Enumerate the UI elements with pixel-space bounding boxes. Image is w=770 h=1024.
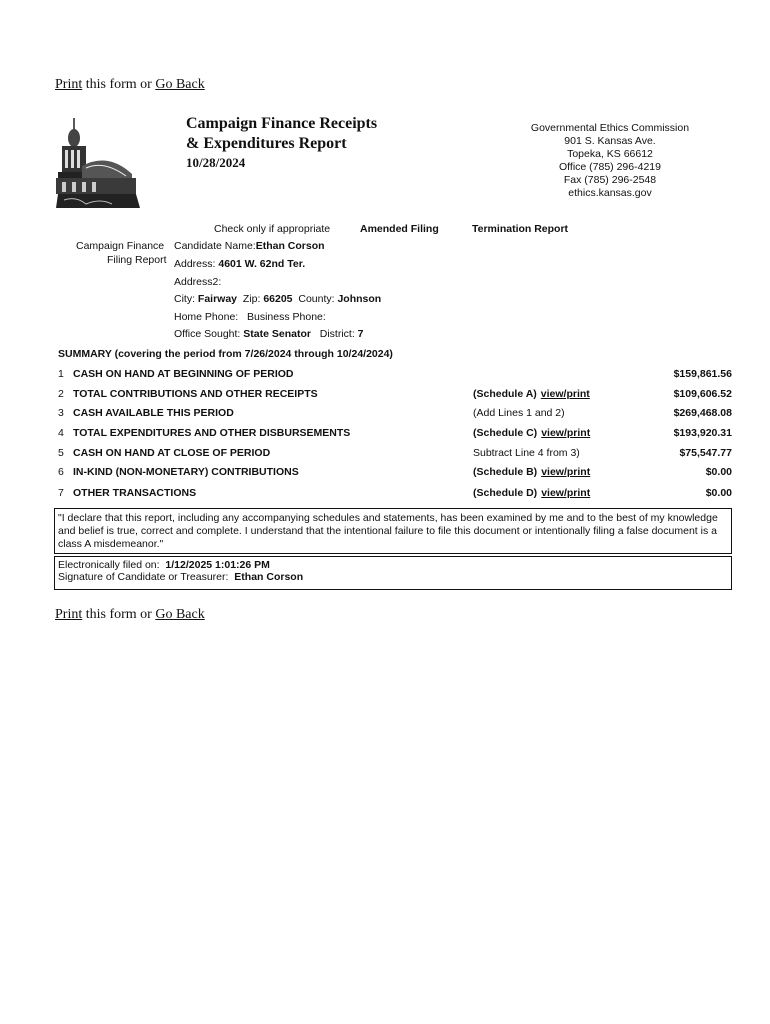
check-label: Check only if appropriate xyxy=(214,223,331,235)
go-back-link[interactable]: Go Back xyxy=(155,77,205,92)
commission-office-phone: Office (785) 296-4219 xyxy=(559,161,661,173)
row-description: TOTAL EXPENDITURES AND OTHER DISBURSEMENTS xyxy=(73,427,351,439)
row-description: CASH ON HAND AT CLOSE OF PERIOD xyxy=(73,447,271,459)
row-schedule xyxy=(473,407,565,419)
office-row xyxy=(174,328,364,340)
schedule-label: (Add Lines 1 and 2) xyxy=(473,407,565,419)
signer-label: Signature of Candidate or Treasurer: xyxy=(58,571,229,583)
summary-row xyxy=(58,447,732,465)
row-description: CASH AVAILABLE THIS PERIOD xyxy=(73,407,234,419)
row-amount: $75,547.77 xyxy=(679,447,732,459)
report-title-line1: Campaign Finance Receipts xyxy=(186,115,378,132)
signer-row xyxy=(58,571,728,583)
row-number: 6 xyxy=(58,466,64,478)
row-amount: $269,468.08 xyxy=(673,407,732,419)
summary-row xyxy=(58,487,732,505)
capitol-seal-icon xyxy=(56,116,140,212)
row-amount: $159,861.56 xyxy=(673,368,732,380)
view-print-link[interactable]: view/print xyxy=(541,466,591,478)
row-number: 7 xyxy=(58,487,64,499)
declaration-text: "I declare that this report, including any accompanying schedules and statements, has been examined by me and to the best of my knowledge and belief is true, correct and complete. I understand that the intentional failure to file this document or intentionally filing a false document is a class A misdemeanor." xyxy=(58,512,718,550)
termination-report-label: Termination Report xyxy=(472,223,569,235)
row-amount: $0.00 xyxy=(705,466,732,478)
report-date: 10/28/2024 xyxy=(186,155,246,170)
view-print-link[interactable]: view/print xyxy=(541,487,591,499)
row-schedule xyxy=(473,388,590,400)
schedule-label: Subtract Line 4 from 3) xyxy=(473,447,580,459)
nav-middle-text: this form or xyxy=(82,607,156,622)
filed-value: 1/12/2025 1:01:26 PM xyxy=(165,559,270,571)
row-description: CASH ON HAND AT BEGINNING OF PERIOD xyxy=(73,368,294,380)
summary-row xyxy=(58,466,732,484)
report-title xyxy=(186,114,377,154)
summary-row xyxy=(58,427,732,445)
summary-row xyxy=(58,388,732,406)
county-value: Johnson xyxy=(337,293,382,305)
view-print-link[interactable]: view/print xyxy=(541,427,591,439)
declaration-box xyxy=(54,508,732,554)
schedule-label: (Schedule B) xyxy=(473,466,538,478)
row-number: 4 xyxy=(58,427,64,439)
row-description: TOTAL CONTRIBUTIONS AND OTHER RECEIPTS xyxy=(73,388,318,400)
district-label: District: xyxy=(319,328,355,340)
schedule-label: (Schedule D) xyxy=(473,487,538,499)
row-description: OTHER TRANSACTIONS xyxy=(73,487,197,499)
schedule-label: (Schedule C) xyxy=(473,427,538,439)
zip-value: 66205 xyxy=(263,293,293,305)
amended-filing-label: Amended Filing xyxy=(360,223,439,235)
section-label-campaign-finance: Campaign Finance xyxy=(76,240,165,252)
candidate-name-row xyxy=(174,240,325,252)
city-row xyxy=(174,293,381,305)
nav-top xyxy=(55,77,205,93)
county-label: County: xyxy=(298,293,335,305)
row-number: 5 xyxy=(58,447,64,459)
commission-address1: 901 S. Kansas Ave. xyxy=(564,135,656,147)
schedule-label: (Schedule A) xyxy=(473,388,537,400)
view-print-link[interactable]: view/print xyxy=(540,388,590,400)
city-value: Fairway xyxy=(197,293,238,305)
row-amount: $193,920.31 xyxy=(673,427,732,439)
summary-row xyxy=(58,407,732,425)
summary-row xyxy=(58,368,732,386)
address2-label: Address2: xyxy=(174,276,222,288)
office-value: State Senator xyxy=(243,328,311,340)
commission-address2: Topeka, KS 66612 xyxy=(567,148,653,160)
print-link[interactable]: Print xyxy=(55,77,83,92)
address-value: 4601 W. 62nd Ter. xyxy=(218,258,306,270)
phone-row xyxy=(174,311,326,323)
filed-row xyxy=(58,559,728,571)
print-link[interactable]: Print xyxy=(55,607,83,622)
commission-name: Governmental Ethics Commission xyxy=(530,122,690,134)
home-phone-label: Home Phone: xyxy=(174,311,239,323)
nav-middle-text: this form or xyxy=(82,77,156,92)
commission-fax: Fax (785) 296-2548 xyxy=(563,174,657,186)
row-schedule xyxy=(473,447,580,459)
commission-info xyxy=(505,122,715,200)
signature-box xyxy=(54,556,732,590)
report-title-line2: & Expenditures Report xyxy=(186,135,347,152)
filed-label: Electronically filed on: xyxy=(58,559,160,571)
row-schedule xyxy=(473,466,590,478)
section-label-filing-report: Filing Report xyxy=(107,254,167,266)
address-label: Address: xyxy=(174,258,216,270)
row-amount: $0.00 xyxy=(705,487,732,499)
office-label: Office Sought: xyxy=(174,328,241,340)
row-amount: $109,606.52 xyxy=(673,388,732,400)
go-back-link[interactable]: Go Back xyxy=(155,607,205,622)
row-number: 2 xyxy=(58,388,64,400)
business-phone-label: Business Phone: xyxy=(246,311,326,323)
nav-bottom xyxy=(55,607,205,623)
signer-value: Ethan Corson xyxy=(234,571,304,583)
candidate-label: Candidate Name: xyxy=(174,240,256,252)
city-label: City: xyxy=(174,293,195,305)
row-number: 3 xyxy=(58,407,64,419)
address-row xyxy=(174,258,305,270)
district-value: 7 xyxy=(357,328,364,340)
row-number: 1 xyxy=(58,368,64,380)
summary-title: SUMMARY (covering the period from 7/26/2024 through 10/24/2024) xyxy=(58,348,393,360)
row-schedule xyxy=(473,427,590,439)
zip-label: Zip: xyxy=(242,293,261,305)
row-description: IN-KIND (NON-MONETARY) CONTRIBUTIONS xyxy=(73,466,299,478)
candidate-name: Ethan Corson xyxy=(255,240,325,252)
commission-website: ethics.kansas.gov xyxy=(568,187,652,199)
row-schedule xyxy=(473,487,590,499)
